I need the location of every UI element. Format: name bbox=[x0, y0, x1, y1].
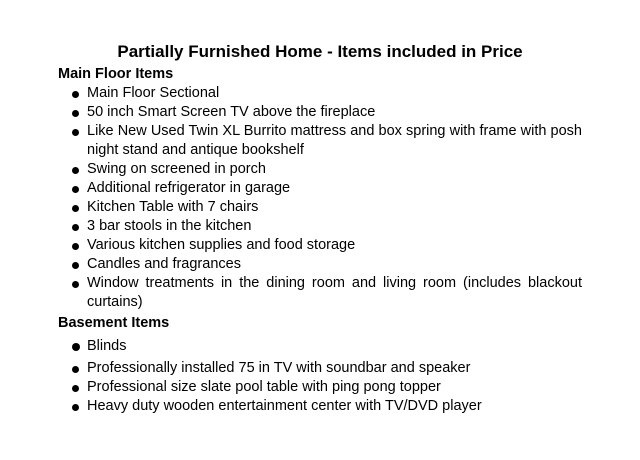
list-item-text: Like New Used Twin XL Burrito mattress and box spring with frame with posh night stand and antique bookshelf bbox=[87, 123, 582, 158]
list-item-text: Swing on screened in porch bbox=[87, 161, 266, 177]
bullet-icon bbox=[72, 262, 79, 269]
bullet-icon bbox=[72, 366, 79, 373]
list-item-text: Kitchen Table with 7 chairs bbox=[87, 199, 259, 215]
list-item-text: Blinds bbox=[87, 338, 127, 354]
main-floor-list bbox=[58, 84, 582, 312]
list-item bbox=[58, 378, 582, 397]
bullet-icon bbox=[72, 404, 79, 411]
basement-section bbox=[58, 314, 582, 416]
bullet-icon bbox=[72, 91, 79, 98]
bullet-icon bbox=[72, 167, 79, 174]
list-item-text: 3 bar stools in the kitchen bbox=[87, 218, 252, 234]
list-item bbox=[58, 397, 582, 416]
bullet-icon bbox=[72, 129, 79, 136]
list-item bbox=[58, 236, 582, 255]
list-item-text: Heavy duty wooden entertainment center with TV/DVD player bbox=[87, 398, 482, 414]
list-item-text: 50 inch Smart Screen TV above the fireplace bbox=[87, 104, 376, 120]
main-floor-section bbox=[58, 65, 582, 312]
bullet-icon bbox=[72, 243, 79, 250]
list-item bbox=[58, 103, 582, 122]
list-item bbox=[58, 337, 582, 356]
list-item-text: Window treatments in the dining room and living room (includes blackout curtains) bbox=[87, 275, 582, 310]
list-item bbox=[58, 84, 582, 103]
bullet-icon bbox=[72, 205, 79, 212]
list-item bbox=[58, 160, 582, 179]
bullet-icon bbox=[72, 343, 80, 351]
bullet-icon bbox=[72, 385, 79, 392]
bullet-icon bbox=[72, 224, 79, 231]
list-item bbox=[58, 359, 582, 378]
list-item-text: Main Floor Sectional bbox=[87, 85, 220, 101]
list-item bbox=[58, 198, 582, 217]
list-item-text: Additional refrigerator in garage bbox=[87, 180, 291, 196]
list-item-text: Professional size slate pool table with ping pong topper bbox=[87, 379, 441, 395]
list-item bbox=[58, 217, 582, 236]
main-floor-heading: Main Floor Items bbox=[58, 66, 174, 82]
list-item bbox=[58, 255, 582, 274]
list-item-text: Various kitchen supplies and food storage bbox=[87, 237, 356, 253]
document-title: Partially Furnished Home - Items included in Price bbox=[117, 42, 523, 61]
list-item bbox=[58, 122, 582, 160]
list-item bbox=[58, 179, 582, 198]
list-item-text: Candles and fragrances bbox=[87, 256, 241, 272]
list-item-text: Professionally installed 75 in TV with soundbar and speaker bbox=[87, 360, 471, 376]
basement-list bbox=[58, 337, 582, 416]
list-item bbox=[58, 274, 582, 312]
bullet-icon bbox=[72, 186, 79, 193]
basement-heading: Basement Items bbox=[58, 315, 170, 331]
bullet-icon bbox=[72, 281, 79, 288]
bullet-icon bbox=[72, 110, 79, 117]
